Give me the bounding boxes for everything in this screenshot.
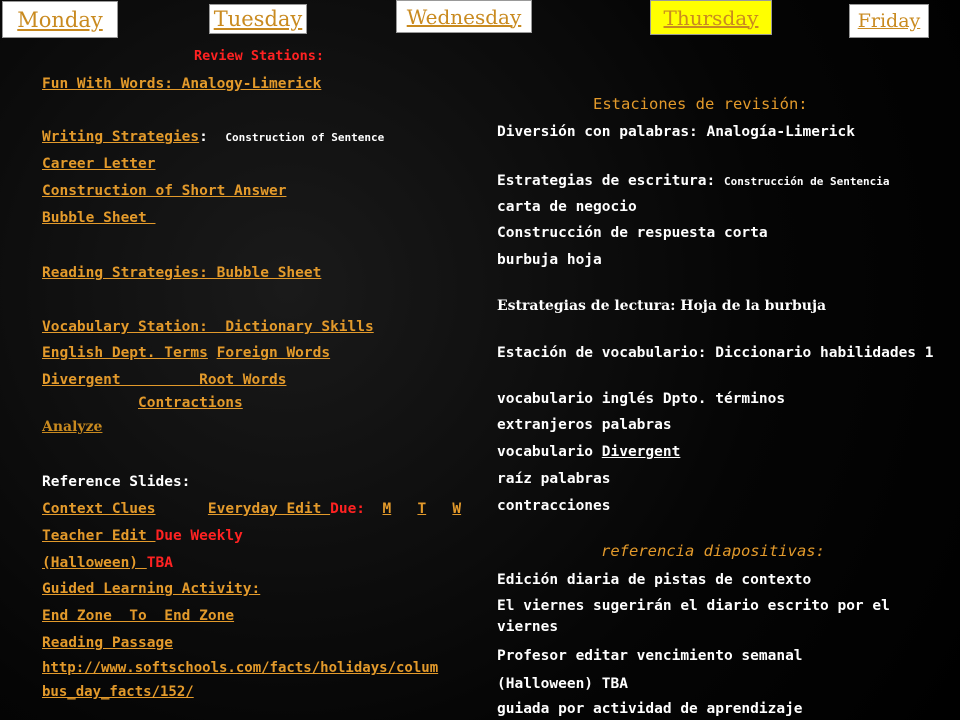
el-viernes-text-2: viernes <box>497 619 559 635</box>
extranjeros-text: extranjeros palabras <box>497 417 672 433</box>
halloween-link[interactable]: (Halloween) <box>42 555 147 571</box>
url-link-line-2[interactable]: bus_day_facts/152/ <box>42 684 194 700</box>
el-viernes-text-1: El viernes sugerirán el diario escrito por el <box>497 598 890 614</box>
writing-strategies-link[interactable]: Writing Strategies <box>42 129 200 145</box>
vocabulario-ingles-text: vocabulario inglés Dpto. términos <box>497 391 786 407</box>
contracciones-text: contracciones <box>497 498 611 514</box>
everyday-edit-link[interactable]: Everyday Edit <box>207 501 331 517</box>
analyze-link[interactable]: Analyze <box>42 419 103 435</box>
construction-sentence-label: Construction of Sentence <box>225 131 385 144</box>
estrategias-lectura-text: Estrategias de lectura: Hoja de la burbuja <box>497 298 827 314</box>
tab-friday[interactable]: Friday <box>849 4 929 38</box>
estaciones-heading: Estaciones de revisión: <box>593 95 808 113</box>
estrategias-escritura-text: Estrategias de escritura: <box>497 173 716 189</box>
due-label: Due: <box>330 501 366 517</box>
tab-tuesday[interactable]: Tuesday <box>209 4 307 34</box>
writing-colon: : <box>199 129 208 145</box>
url-link-line-1[interactable]: http://www.softschools.com/facts/holidays/colum <box>42 660 439 676</box>
referencia-heading: referencia diapositivas: <box>601 542 825 560</box>
teacher-edit-link[interactable]: Teacher Edit <box>42 528 156 544</box>
carta-negocio-text: carta de negocio <box>497 199 637 215</box>
divergent-link[interactable]: Divergent <box>42 372 200 388</box>
profesor-text: Profesor editar vencimiento semanal <box>497 648 803 664</box>
raiz-text: raíz palabras <box>497 471 611 487</box>
vocabulario-label: vocabulario <box>497 444 602 460</box>
estacion-vocabulario-text: Estación de vocabulario: Diccionario habilidades 1 <box>497 345 934 361</box>
due-w-link[interactable]: W <box>452 501 462 517</box>
divergent-text: Divergent <box>601 444 681 460</box>
career-letter-link[interactable]: Career Letter <box>42 156 156 172</box>
construction-short-answer-link[interactable]: Construction of Short Answer <box>42 183 287 199</box>
diversion-text: Diversión con palabras: Analogía-Limerick <box>497 124 855 140</box>
english-terms-link[interactable]: English Dept. Terms <box>42 345 208 361</box>
root-words-link[interactable]: Root Words <box>199 372 287 388</box>
guiada-text: guiada por actividad de aprendizaje <box>497 701 803 717</box>
guided-learning-link[interactable]: Guided Learning Activity: <box>42 581 261 597</box>
fun-with-words-link[interactable]: Fun With Words: Analogy-Limerick <box>42 76 322 92</box>
due-t-link[interactable]: T <box>417 501 427 517</box>
bubble-sheet-link[interactable]: Bubble Sheet <box>42 210 156 226</box>
tab-monday[interactable]: Monday <box>2 1 118 38</box>
halloween-text: (Halloween) TBA <box>497 676 628 692</box>
edicion-diaria-text: Edición diaria de pistas de contexto <box>497 572 812 588</box>
due-m-link[interactable]: M <box>382 501 392 517</box>
construccion-sentencia-text: Construcción de Sentencia <box>723 175 890 188</box>
reading-strategies-link[interactable]: Reading Strategies: Bubble Sheet <box>42 265 322 281</box>
contractions-link[interactable]: Contractions <box>138 395 243 411</box>
tab-thursday[interactable]: Thursday <box>650 0 772 35</box>
tab-wednesday[interactable]: Wednesday <box>396 0 532 33</box>
due-weekly-label: Due Weekly <box>155 528 243 544</box>
foreign-words-link[interactable]: Foreign Words <box>216 345 331 361</box>
context-clues-link[interactable]: Context Clues <box>42 501 156 517</box>
construccion-respuesta-text: Construcción de respuesta corta <box>497 225 768 241</box>
end-zone-link[interactable]: End Zone To End Zone <box>42 608 235 624</box>
tba-label: TBA <box>146 555 173 571</box>
reading-passage-link[interactable]: Reading Passage <box>42 635 173 651</box>
review-stations-heading: Review Stations: <box>194 48 325 64</box>
reference-slides-label: Reference Slides: <box>42 474 191 490</box>
burbuja-hoja-text: burbuja hoja <box>497 252 602 268</box>
vocabulary-station-link[interactable]: Vocabulary Station: Dictionary Skills <box>42 319 374 335</box>
